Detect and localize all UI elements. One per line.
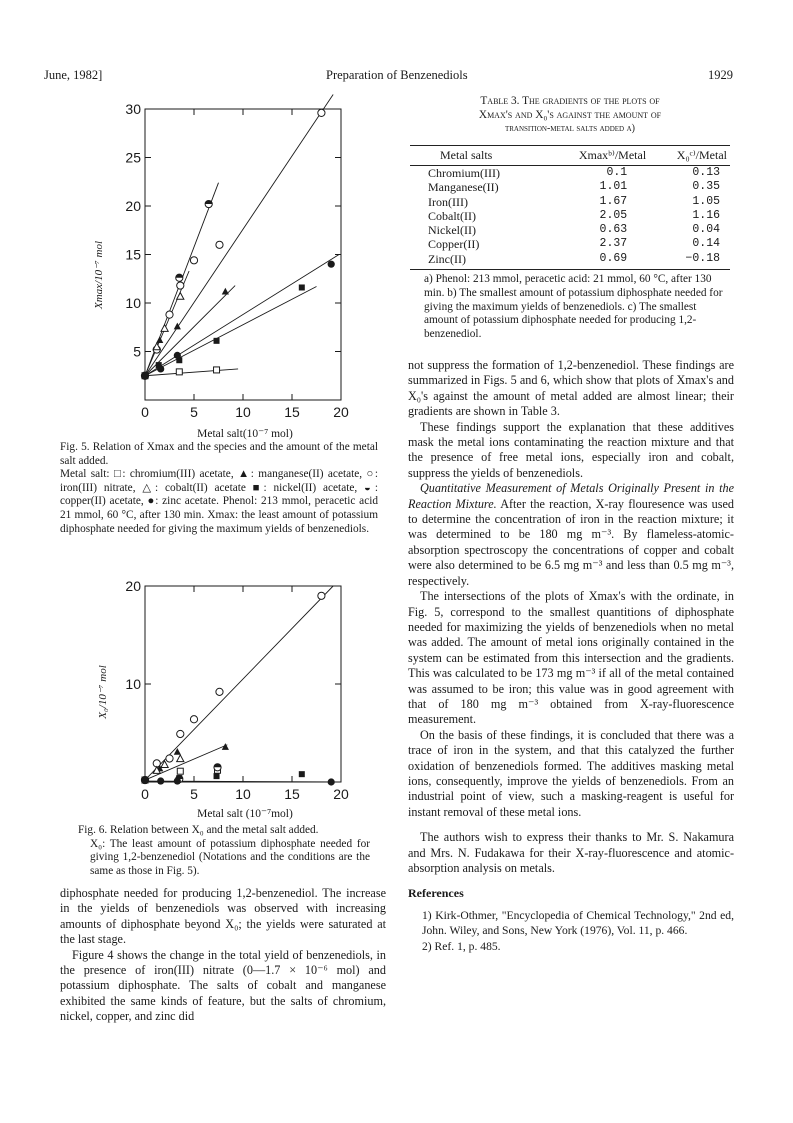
figure-6-caption [78, 824, 370, 878]
figure-6 [88, 572, 378, 812]
y-tick-label: 30 [125, 101, 141, 117]
paragraph-intersections: The intersections of the plots of Xmax's with the ordinate, in Fig. 5, correspond to the smallest quantitions of diphosphate needed for maximizing the yields of benzenediols when no metal was added. The amount of metal ions originally contained in the system can be estimated from this intersection and the gradients. This was calculated to be 173 mg m⁻³ if all of the metal contained was assumed to be iron; this value was in good agreement with that of 180 mg m⁻³ obtained from X-ray-fluorescence measurement. [408, 589, 734, 727]
section-heading-quantitative: Quantitative Measurement of Metals Originally Present in the Reaction Mixture. [408, 481, 734, 511]
y-tick-label: 20 [125, 198, 141, 214]
table-cell-x0: 1.05 [692, 194, 720, 208]
figure-5-y-axis-label: Xmax/10⁻⁷ mol [93, 241, 105, 309]
figure-5-x-axis-label: Metal salt(10⁻⁷ mol) [197, 428, 293, 440]
y-tick-label: 10 [125, 676, 141, 692]
figure-6-y-axis-label: X₀/10⁻⁷ mol [97, 665, 109, 719]
table-3-col-metal-salts: Metal salts [410, 146, 544, 166]
table-3-grid [410, 145, 730, 270]
table-cell-metal-salt: Chromium(III) [428, 166, 500, 180]
filled-square-marker [299, 284, 305, 290]
table-3-col-xmax: Xmaxᵇ⁾/Metal [544, 146, 649, 166]
figure-6-caption-legend: X₀: The least amount of potassium diphosphate needed for giving 1,2-benzenediol (Notations and the conditions are the same as those in Fig. 5). [90, 837, 370, 877]
open-circle-marker [166, 311, 173, 318]
paragraph-conclusion: On the basis of these findings, it is concluded that there was a trace of iron in the system, and that this catalyzed the further oxidation of benzenediols formed. The additives masking metal ions, consequently, improve the yields of benzenediols. From an industrial point of view, such a masking-reagent is useful for instant removal of these metal ions. [408, 727, 734, 819]
paragraph-suppress: not suppress the formation of 1,2-benzenediol. These findings are summarized in Figs. 5 and 6, which show that plots of Xmax's and X₀'s against the amount of metal added are almost linear; their gradients are shown in Table 3. [408, 358, 734, 419]
filled-circle-marker [157, 365, 164, 372]
table-cell-xmax: 2.37 [599, 237, 628, 251]
open-circle-marker [190, 257, 197, 264]
table-cell-metal-salt: Nickel(II) [428, 223, 476, 238]
filled-square-fit-line [145, 287, 317, 376]
table-row [410, 180, 730, 194]
open-square-marker [214, 367, 220, 373]
table-3 [410, 145, 730, 342]
table-cell-metal-salt: Manganese(II) [428, 180, 499, 195]
open-circle-marker [318, 592, 325, 599]
table-cell-metal-salt: Copper(II) [428, 237, 480, 252]
y-tick-label: 10 [125, 295, 141, 311]
table-cell-x0: 0.13 [692, 166, 720, 179]
y-tick-label: 25 [125, 149, 141, 166]
paragraph-quantitative-body: After the reaction, X-ray flouresence was used to determine the concentration of iron in the reaction mixture; it was determined to be 180 mg m⁻³. By flameless-atomic-absorption spectroscopy the concentrations of copper and cobalt were also determined to be 6.5 mg m⁻³ and less than 0.5 mg m⁻³, respectively. [408, 496, 735, 588]
header-page-number: 1929 [708, 68, 733, 82]
figure-6-caption-title: Fig. 6. Relation between X₀ and the metal salt added. [78, 824, 319, 836]
left-column-body [60, 886, 386, 1025]
open-circle-marker [216, 688, 223, 695]
open-triangle-marker [177, 293, 184, 300]
open-circle-fit-line [145, 586, 333, 780]
filled-circle-marker [174, 352, 181, 359]
open-triangle-marker [177, 755, 184, 762]
table-cell-x0: 0.14 [692, 237, 720, 251]
table-3-header-row [410, 146, 730, 166]
table-cell-xmax: 0.69 [544, 252, 649, 270]
table-row [410, 209, 730, 223]
filled-circle-marker [141, 776, 148, 783]
table-cell-metal-salt: Cobalt(II) [428, 208, 476, 223]
table-cell-x0: 1.16 [692, 208, 720, 222]
filled-circle-marker [157, 777, 164, 784]
filled-circle-marker [174, 777, 181, 784]
table-3-notes: a) Phenol: 213 mmol, peracetic acid: 21 mmol, 60 °C, after 130 min. b) The smallest amount of potassium diphosphate needed for giving the maximum yields of benzenediols. c) The smallest amount of potassium diphosphate needed for producing 1,2-benzenediol. [424, 273, 723, 341]
figure-5-plot [88, 95, 378, 430]
figure-5-caption [60, 441, 378, 536]
y-tick-label: 20 [125, 578, 141, 594]
open-square-marker [176, 369, 182, 375]
paragraph-acknowledgement: The authors wish to express their thanks to Mr. S. Nakamura and Mrs. N. Fudakawa for their X-ray-fluorescence and atomic-absorption analysis on metals. [408, 830, 734, 875]
table-row [410, 223, 730, 237]
reference-1: 1) Kirk-Othmer, "Encyclopedia of Chemical Technology," 2nd ed, John. Wiley, and Sons, New York (1976), Vol. 11, p. 466. [422, 908, 734, 938]
x-tick-label: 20 [333, 786, 349, 802]
figure-6-x-axis-label: Metal salt (10⁻⁷mol) [197, 808, 293, 820]
filled-square-marker [214, 773, 220, 779]
open-circle-marker [177, 282, 184, 289]
table-cell-x0: 0.04 [692, 223, 720, 237]
figure-5-caption-legend: Metal salt: □: chromium(III) acetate, ▲: manganese(II) acetate, ○: iron(III) nitrate, △: cobalt(II) acetate ■: nickel(II) acetate, ◒: copper(II) acetate, ●: zinc acetate. Phenol: 213 mmol, peracetic acid 21 mmol, 60 °C, after 130 min. Xmax: the least amount of potassium diphosphate needed for giving the maximum yields of benzenediols. [60, 468, 378, 535]
half-circle-marker [205, 200, 212, 207]
table-cell-xmax: 1.01 [599, 180, 628, 194]
x-tick-label: 10 [235, 786, 251, 802]
table-3-title-line-3: transition-metal salts added a) [504, 123, 635, 134]
table-3-title-line-1: Table 3. The gradients of the plots of [480, 95, 660, 107]
table-cell-xmax: 1.67 [599, 194, 628, 208]
filled-triangle-marker [156, 336, 163, 343]
x-tick-label: 20 [333, 404, 349, 420]
reference-2: 2) Ref. 1, p. 485. [422, 939, 501, 953]
y-tick-label: 5 [133, 343, 141, 360]
open-circle-fit-line [145, 94, 333, 375]
paragraph-figure-4: Figure 4 shows the change in the total yield of benzenediols, in the presence of iron(III) nitrate (0—1.7 × 10⁻⁶ mol) and potassium diphosphate. The salts of cobalt and manganese exhibited the same kinds of feature, but the salts of chromium, nickel, copper, and zinc did [60, 947, 386, 1024]
open-circle-marker [216, 241, 223, 248]
filled-circle-marker [328, 261, 335, 268]
filled-triangle-marker [222, 288, 229, 295]
table-cell-xmax: 0.63 [599, 223, 628, 237]
x-tick-label: 5 [190, 404, 198, 420]
open-circle-marker [177, 730, 184, 737]
x-tick-label: 5 [190, 786, 198, 802]
x-tick-label: 15 [284, 786, 300, 802]
open-square-marker [177, 768, 183, 774]
table-cell-metal-salt: Zinc(II) [410, 252, 544, 270]
filled-circle-marker [328, 778, 335, 785]
header-title: Preparation of Benzenediols [326, 68, 468, 82]
figure-6-plot [88, 572, 378, 812]
table-row [410, 195, 730, 209]
paragraph-support: These findings support the explanation that these additives mask the metal ions contaminating the reaction mixture and that the presence of free metal ions, especially iron and cobalt, suppress the yields of benzenediols. [408, 419, 734, 480]
open-circle-marker [318, 109, 325, 116]
x-tick-label: 15 [284, 404, 300, 420]
table-cell-x0: −0.18 [649, 252, 730, 270]
figure-5-caption-title: Fig. 5. Relation of Xmax and the species and the amount of the metal salt added. [60, 441, 378, 467]
table-cell-metal-salt: Iron(III) [428, 194, 468, 209]
figure-6-plot-frame [145, 586, 341, 782]
x-tick-label: 0 [141, 404, 149, 420]
table-cell-xmax: 2.05 [599, 208, 628, 222]
table-row [410, 166, 730, 181]
filled-circle-marker [141, 372, 148, 379]
table-row [410, 237, 730, 251]
filled-circle-fit-line [145, 255, 339, 376]
paragraph-diphosphate: diphosphate needed for producing 1,2-benzenediol. The increase in the yields of benzenediols was observed with increasing amounts of diphosphate beyond X₀; the yields were saturated at the last stage. [60, 886, 386, 947]
filled-square-marker [299, 771, 305, 777]
table-cell-xmax: 0.1 [606, 166, 628, 179]
figure-5 [88, 95, 378, 430]
half-circle-marker [176, 274, 183, 281]
y-tick-label: 15 [125, 246, 141, 263]
open-circle-marker [190, 716, 197, 723]
table-3-col-x0: X₀ᶜ⁾/Metal [649, 146, 730, 166]
x-tick-label: 10 [235, 404, 251, 420]
filled-square-marker [214, 338, 220, 344]
header-date: June, 1982] [44, 68, 103, 82]
paragraph-quantitative [408, 481, 734, 589]
references-heading: References [408, 886, 464, 901]
table-3-body [410, 166, 730, 270]
table-3-title-line-2: Xmax's and X₀'s against the amount of [478, 109, 662, 121]
open-circle-marker [166, 755, 173, 762]
table-cell-x0: 0.35 [692, 180, 720, 194]
table-row [410, 252, 730, 270]
table-3-title [408, 94, 732, 136]
right-column-body [408, 358, 734, 954]
open-triangle-marker [161, 325, 168, 332]
x-tick-label: 0 [141, 786, 149, 802]
half-circle-marker [214, 764, 221, 771]
